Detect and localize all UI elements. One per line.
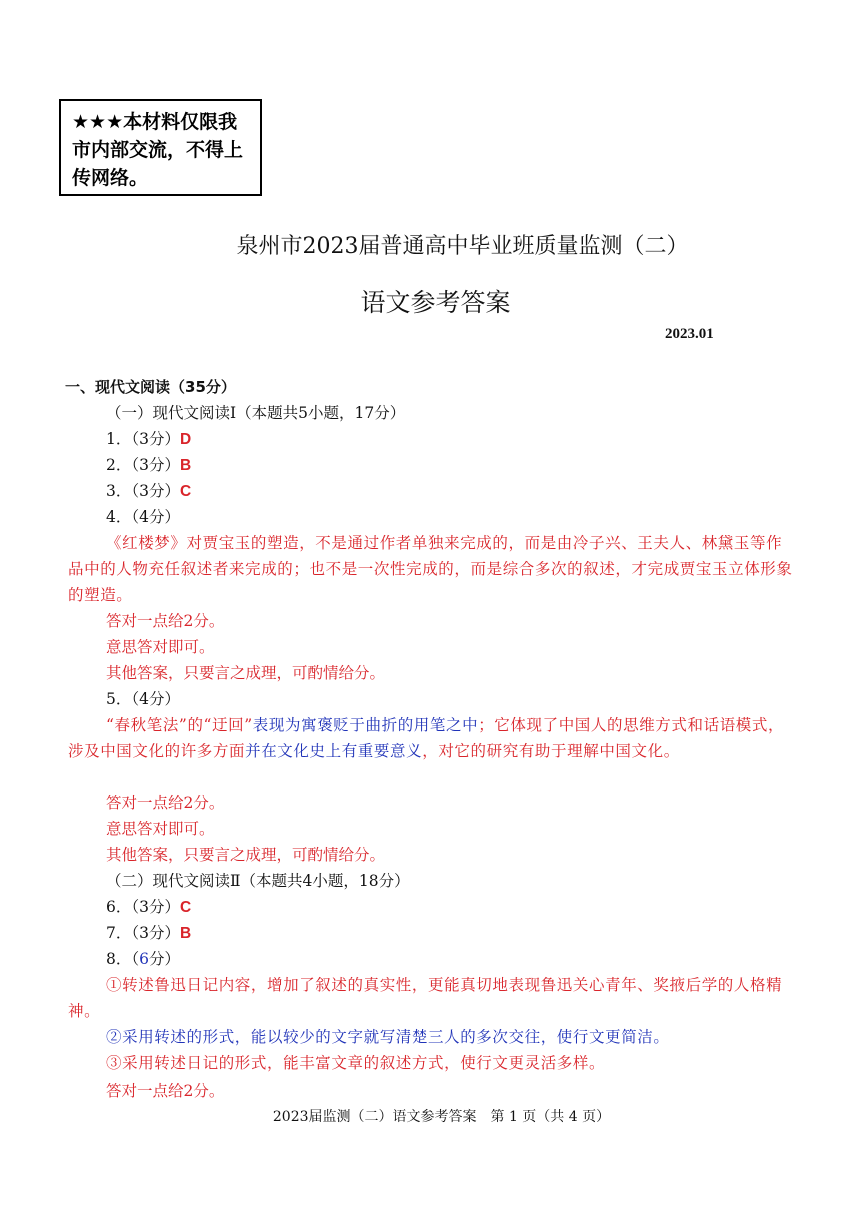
question-4-scoring-note-3: 其他答案，只要言之成理，可酌情给分。 (106, 664, 386, 682)
question-5-answer-part-a: “春秋笔法”的“迂回” (106, 716, 253, 734)
question-4 (106, 507, 180, 527)
question-8-answer-point-2: ②采用转述的形式，能以较少的文字就写清楚三人的多次交往，使行文更简洁。 (106, 1028, 670, 1046)
question-7 (106, 923, 191, 944)
question-5-scoring-note-3: 其他答案，只要言之成理，可酌情给分。 (106, 846, 386, 864)
question-8-label-end: 分） (149, 950, 181, 968)
question-2-label: 2．（3分） (106, 456, 180, 474)
question-4-answer-part-a: 《红楼梦》对贾宝玉的塑造 (106, 534, 300, 552)
question-5-answer-text (68, 712, 795, 764)
question-5-scoring-note-2: 意思答对即可。 (106, 820, 215, 838)
question-5-answer-part-e: ，对它的研究有助于理解中国文化。 (422, 742, 680, 760)
question-1-answer: D (179, 431, 192, 448)
question-1-label: 1．（3分） (106, 430, 180, 448)
page-title: 语文参考答案 (360, 288, 511, 317)
question-6-answer: C (179, 899, 192, 916)
question-8 (106, 949, 180, 969)
section-heading-modern-reading: 一、现代文阅读（35分） (65, 378, 236, 396)
question-3-label: 3．（3分） (106, 482, 180, 500)
restricted-notice-box (59, 99, 262, 196)
question-4-scoring-note-2: 意思答对即可。 (106, 638, 215, 656)
question-5-label: 5．（4分） (106, 690, 180, 708)
question-5 (106, 689, 180, 709)
question-8-label-start: 8．（ (106, 950, 140, 968)
question-2 (106, 455, 191, 476)
question-5-answer-part-c: ；它体现了中国人的思维方式和话语模式，涉及中国文化的许多方面 (68, 716, 785, 760)
question-8-scoring-note-1: 答对一点给2分。 (106, 1082, 225, 1100)
question-8-answer-point-3: ③采用转述日记的形式，能丰富文章的叙述方式，使行文更灵活多样。 (106, 1054, 606, 1072)
question-7-label: 7．（3分） (106, 924, 180, 942)
question-5-answer-part-b: 表现为寓褒贬于曲折的用笔之中 (252, 716, 479, 734)
part-heading-reading-1: （一）现代文阅读Ⅰ（本题共5小题，17分） (106, 404, 406, 422)
document-date: 2023.01 (665, 326, 714, 342)
question-4-scoring-note-1: 答对一点给2分。 (106, 612, 225, 630)
question-3 (106, 481, 191, 502)
question-3-answer: C (179, 483, 192, 500)
question-5-scoring-note-1: 答对一点给2分。 (106, 794, 225, 812)
question-8-points: 6 (139, 950, 149, 968)
restricted-notice-text: ★★★本材料仅限我市内部交流，不得上传网络。 (72, 111, 244, 189)
question-4-label: 4．（4分） (106, 508, 180, 526)
question-8-answer-point-1: ①转述鲁迅日记内容，增加了叙述的真实性，更能真切地表现鲁迅关心青年、奖掖后学的人格精神。 (68, 976, 783, 1020)
question-5-answer-part-d: 并在文化史上有重要意义 (245, 742, 423, 760)
page-footer: 2023届监测（二）语文参考答案 第 1 页（共 4 页） (272, 1109, 611, 1125)
question-6-label: 6．（3分） (106, 898, 180, 916)
question-4-answer-text (68, 530, 795, 608)
question-7-answer: B (179, 925, 192, 942)
question-1 (106, 429, 191, 450)
question-6 (106, 897, 191, 918)
question-4-answer-part-b: ，不是通过作者单独来完成的，而是由冷子兴、王夫人、林黛玉等作品中的人物充任叙述者来完成的；也不是一次性完成的，而是综合多次的叙述，才完成贾宝玉立体形象的塑造。 (68, 534, 793, 604)
exam-title: 泉州市2023届普通高中毕业班质量监测（二） (236, 234, 689, 259)
part-heading-reading-2: （二）现代文阅读Ⅱ（本题共4小题，18分） (106, 872, 410, 890)
question-2-answer: B (179, 457, 192, 474)
